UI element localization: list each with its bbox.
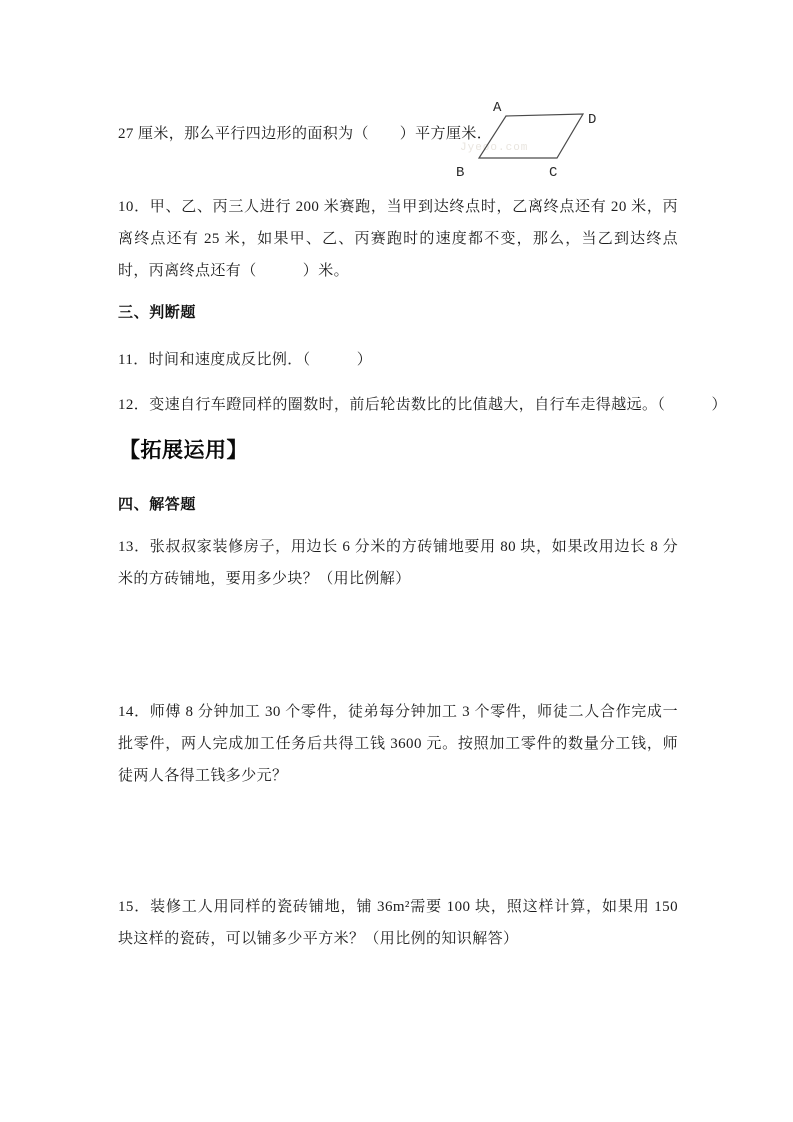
question-10: 10．甲、乙、丙三人进行 200 米赛跑，当甲到达终点时，乙离终点还有 20 米，丙离终点还有 25 米，如果甲、乙、丙赛跑时的速度都不变，那么，当乙到达终点时，丙离终点还有（ ）米。 <box>118 199 678 279</box>
vertex-label-d: D <box>588 112 597 128</box>
watermark-text: Jyeoo.com <box>460 142 529 154</box>
vertex-label-b: B <box>456 165 465 181</box>
vertex-label-c: C <box>549 165 558 181</box>
question-14: 14．师傅 8 分钟加工 30 个零件，徒弟每分钟加工 3 个零件，师徒二人合作完成一批零件，两人完成加工任务后共得工钱 3600 元。按照加工零件的数量分工钱，师徒两人各得工钱多少元？ <box>118 704 678 784</box>
question-15: 15．装修工人用同样的瓷砖铺地，铺 36m²需要 100 块，照这样计算，如果用 150 块这样的瓷砖，可以铺多少平方米？（用比例的知识解答） <box>118 899 678 947</box>
parallelogram-figure <box>449 92 615 182</box>
section-4-heading: 四、解答题 <box>118 496 197 513</box>
question-12: 12．变速自行车蹬同样的圈数时，前后轮齿数比的比值越大，自行车走得越远。（ ） <box>118 397 727 413</box>
question-11: 11．时间和速度成反比例．（ ） <box>118 352 373 368</box>
expand-application-heading: 【拓展运用】 <box>119 439 248 462</box>
question-9-continuation: 27 厘米，那么平行四边形的面积为（ ）平方厘米． <box>118 126 493 142</box>
vertex-label-a: A <box>493 100 502 116</box>
question-13: 13．张叔叔家装修房子，用边长 6 分米的方砖铺地要用 80 块，如果改用边长 8 分米的方砖铺地，要用多少块？（用比例解） <box>118 539 678 587</box>
section-3-heading: 三、判断题 <box>118 304 197 321</box>
